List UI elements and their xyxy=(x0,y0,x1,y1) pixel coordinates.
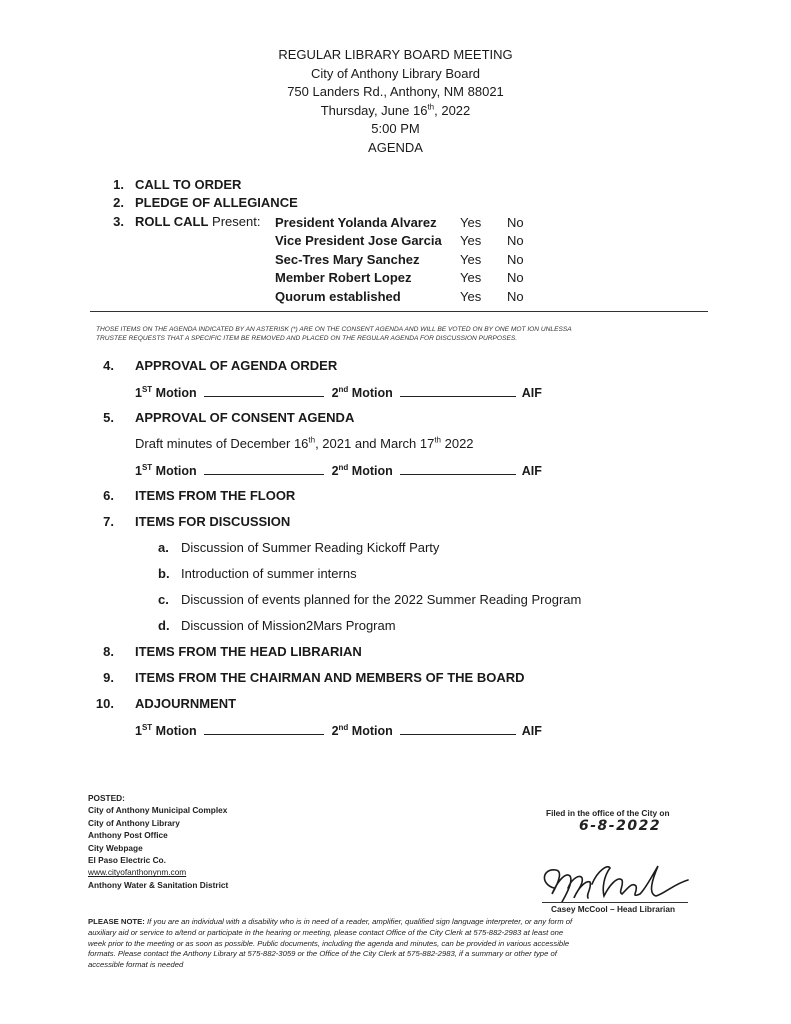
item-number: 10. xyxy=(95,696,114,711)
item-number: 4. xyxy=(103,358,114,373)
posted-locations xyxy=(88,792,228,891)
first-motion-blank xyxy=(204,384,324,397)
first-motion-blank xyxy=(204,722,324,735)
roll-call-name: Member Robert Lopez xyxy=(275,270,412,285)
meeting-title: REGULAR LIBRARY BOARD MEETING xyxy=(278,47,513,62)
item-number: 1. xyxy=(113,177,124,192)
roll-call-name: President Yolanda Alvarez xyxy=(275,214,437,230)
discussion-item: Discussion of Mission2Mars Program xyxy=(181,618,396,633)
roll-call-yes: Yes xyxy=(460,214,482,230)
second-motion-blank xyxy=(400,384,516,397)
roll-call-no: No xyxy=(507,233,524,248)
roll-call-yes: Yes xyxy=(460,270,482,285)
roll-call-name: Vice President Jose Garcia xyxy=(275,233,442,248)
city-website-link[interactable]: www.cityofanthonynm.com xyxy=(88,867,187,878)
agenda-label: AGENDA xyxy=(368,139,423,155)
roll-call-yes: Yes xyxy=(460,251,482,267)
motion-line: 1ST Motion 2nd Motion AIF xyxy=(135,722,542,738)
meeting-time: 5:00 PM xyxy=(371,121,420,136)
item-floor: ITEMS FROM THE FLOOR xyxy=(135,488,296,503)
roll-call-no: No xyxy=(507,270,524,285)
roll-call-yes: Yes xyxy=(460,233,482,248)
item-discussion: ITEMS FOR DISCUSSION xyxy=(135,514,291,529)
signatory-name: Casey McCool – Head Librarian xyxy=(551,904,676,914)
filed-date-handwritten: 6-8-2022 xyxy=(579,818,662,834)
consent-agenda-notice: THOSE ITEMS ON THE AGENDA INDICATED BY AN ASTERISK (*) ARE ON THE CONSENT AGENDA AND WILL BE VOTED ON BY ONE MOT ION UNLESSA TRUSTEE REQUESTS THAT A SPECIFIC ITEM BE REMOVED AND PLACED ON THE REGULAR AGENDA FOR DISCUSSION PURPOSES. xyxy=(96,326,572,342)
second-motion-blank xyxy=(400,462,516,475)
item-call-to-order: CALL TO ORDER xyxy=(135,177,242,192)
item-number: 5. xyxy=(103,410,114,425)
roll-call-no: No xyxy=(507,214,524,230)
item-pledge: PLEDGE OF ALLEGIANCE xyxy=(135,195,298,210)
accessibility-note: PLEASE NOTE: If you are an individual with a disability who is in need of a reader, amplifier, qualified sign language interpreter, or any form of auxiliary aid or service to a/tend or participate in the hearing or meeting, please contact Office of the City Clerk at 575-882-2983 at least one week prior to the meeting or as soon as possible. Public documents, including the agenda and minutes, can be provided in various accessible formats. Please contact the Anthony Library at 575-882-3059 or the Office of the City Clerk at 575-882-2983, if a summary or other type of accessible format is needed xyxy=(88,917,573,970)
roll-call-yes: Yes xyxy=(460,288,482,304)
item-approval-agenda-order: APPROVAL OF AGENDA ORDER xyxy=(135,358,338,373)
signature-image xyxy=(532,858,692,908)
posted-location: City of Anthony Municipal Complex xyxy=(88,805,228,816)
sub-item-letter: a. xyxy=(158,540,169,555)
section-divider xyxy=(90,311,708,312)
motion-line: 1ST Motion 2nd Motion AIF xyxy=(135,384,542,400)
sub-item-letter: c. xyxy=(158,592,169,607)
item-head-librarian: ITEMS FROM THE HEAD LIBRARIAN xyxy=(135,644,362,659)
sub-item-letter: d. xyxy=(158,618,170,633)
item-number: 2. xyxy=(113,195,124,210)
item-number: 9. xyxy=(103,670,114,685)
meeting-address: 750 Landers Rd., Anthony, NM 88021 xyxy=(287,84,504,99)
board-name: City of Anthony Library Board xyxy=(310,65,481,81)
roll-call-no: No xyxy=(507,288,524,304)
posted-location: Anthony Water & Sanitation District xyxy=(88,879,229,890)
item-number: 7. xyxy=(103,514,114,529)
item-number: 8. xyxy=(103,644,114,659)
item-approval-consent-agenda: APPROVAL OF CONSENT AGENDA xyxy=(135,410,355,425)
item-chairman-board: ITEMS FROM THE CHAIRMAN AND MEMBERS OF THE BOARD xyxy=(135,670,525,685)
filed-notice: Filed in the office of the City on xyxy=(546,808,670,818)
discussion-item: Discussion of Summer Reading Kickoff Party xyxy=(181,540,440,555)
posted-location: El Paso Electric Co. xyxy=(88,855,166,866)
posted-location: City of Anthony Library xyxy=(88,817,180,828)
meeting-date: Thursday, June 16th, 2022 xyxy=(320,102,471,118)
item-number: 3. xyxy=(113,213,124,229)
sub-item-letter: b. xyxy=(158,566,170,581)
first-motion-blank xyxy=(204,462,324,475)
item-adjournment: ADJOURNMENT xyxy=(135,696,237,711)
posted-location: City Webpage xyxy=(88,842,143,853)
posted-heading: POSTED: xyxy=(88,793,125,803)
item-number: 6. xyxy=(103,488,114,503)
roll-call-no: No xyxy=(507,251,524,267)
discussion-item: Introduction of summer interns xyxy=(181,566,357,581)
draft-minutes-line: Draft minutes of December 16th, 2021 and March 17th 2022 xyxy=(135,435,474,451)
motion-line: 1ST Motion 2nd Motion AIF xyxy=(135,462,542,478)
item-roll-call: ROLL CALL Present: xyxy=(135,213,261,229)
roll-call-quorum: Quorum established xyxy=(275,288,401,304)
second-motion-blank xyxy=(400,722,516,735)
roll-call-name: Sec-Tres Mary Sanchez xyxy=(275,251,420,267)
posted-location: Anthony Post Office xyxy=(88,830,168,841)
discussion-item: Discussion of events planned for the 2022 Summer Reading Program xyxy=(181,592,582,607)
